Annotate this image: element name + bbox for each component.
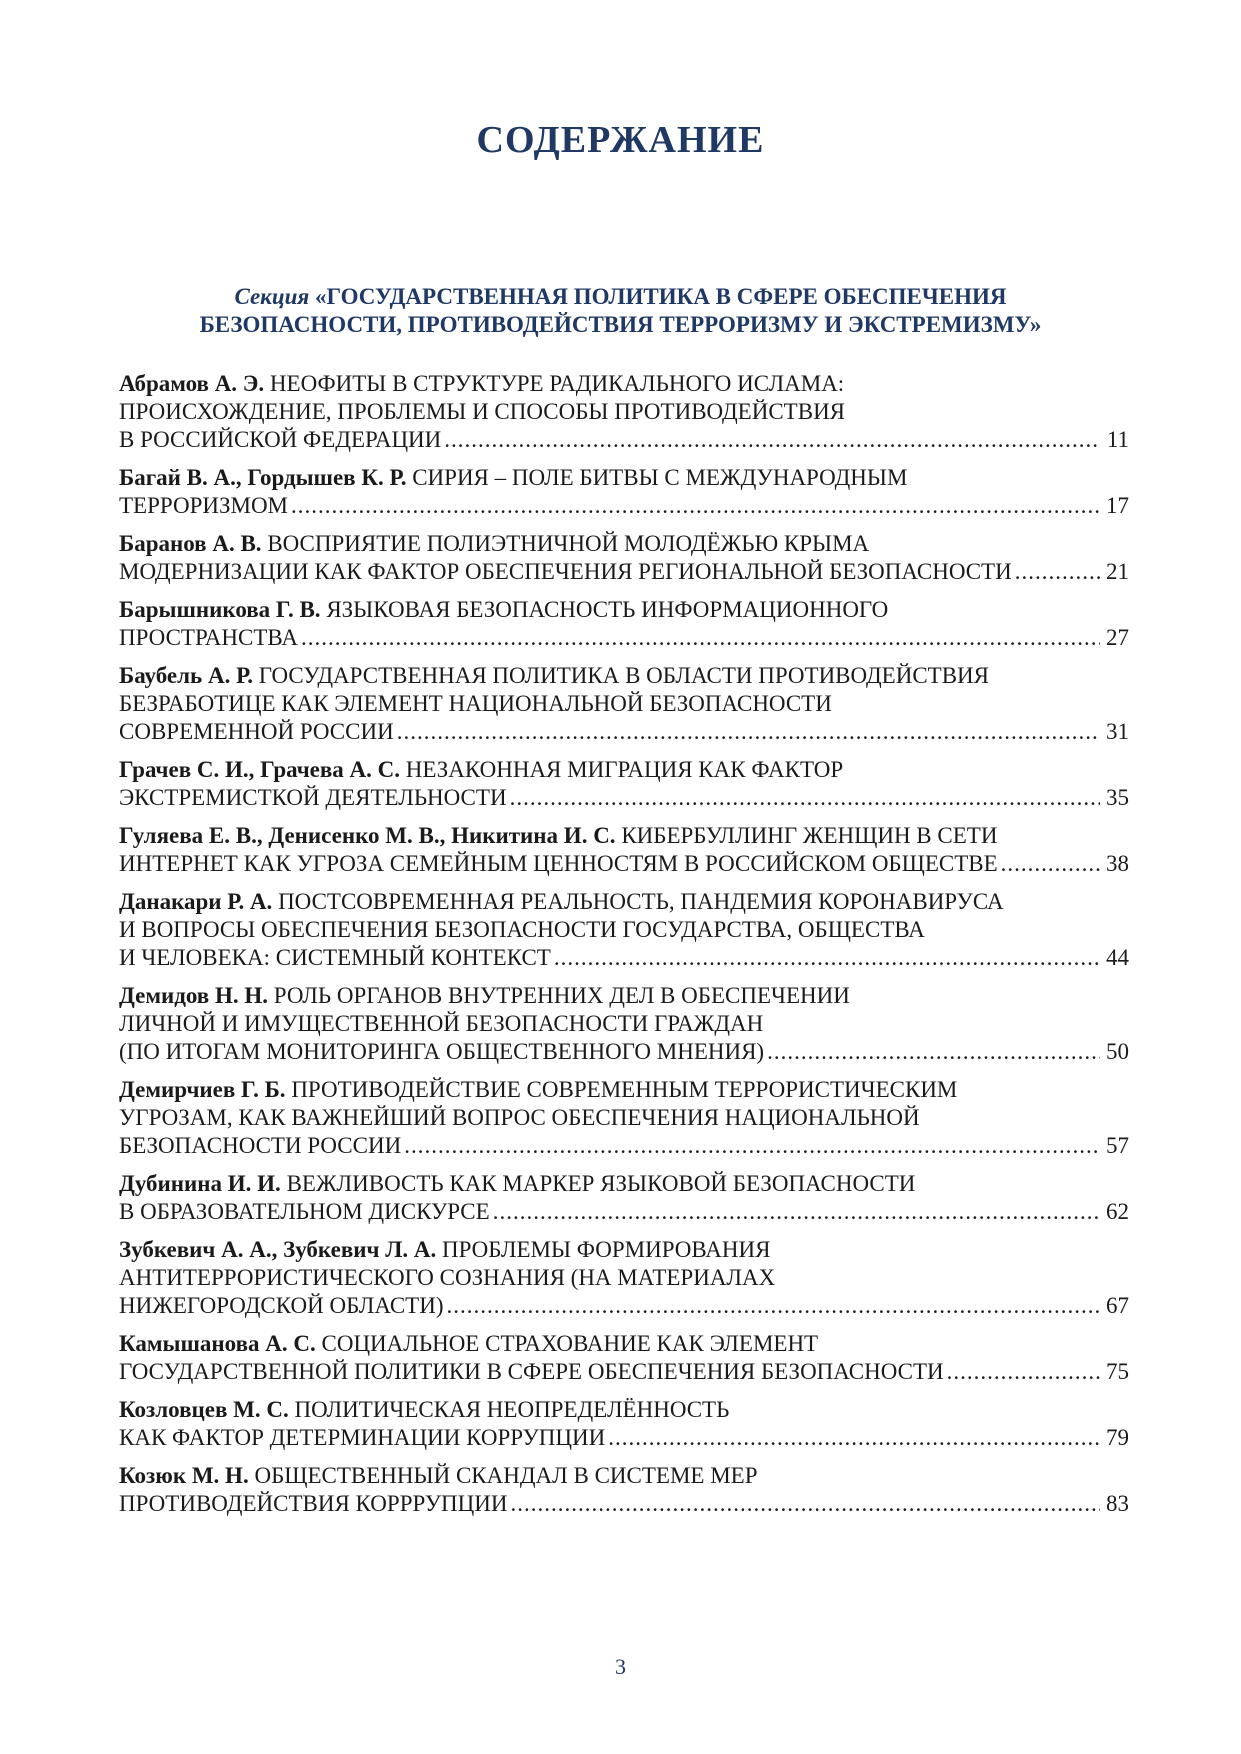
toc-entry-title-line: КИБЕРБУЛЛИНГ ЖЕНЩИН В СЕТИ — [621, 823, 998, 848]
toc-entry-text — [119, 624, 298, 652]
toc-entry-title-line: АНТИТЕРРОРИСТИЧЕСКОГО СОЗНАНИЯ (НА МАТЕРИАЛАХ — [119, 1265, 776, 1290]
toc-entry-text — [119, 1463, 758, 1488]
toc-entry-title-line: ЭКСТРЕМИСТКОЙ ДЕЯТЕЛЬНОСТИ — [119, 785, 507, 810]
section-title-part-2: БЕЗОПАСНОСТИ, ПРОТИВОДЕЙСТВИЯ ТЕРРОРИЗМУ И ЭКСТРЕМИЗМУ» — [199, 312, 1042, 337]
toc-entry-title-line: ПРОТИВОДЕЙСТВИЕ СОВРЕМЕННЫМ ТЕРРОРИСТИЧЕСКИМ — [291, 1077, 958, 1102]
toc-entry-page: 17 — [1106, 493, 1129, 518]
toc-entry-title-line: ПОСТСОВРЕМЕННАЯ РЕАЛЬНОСТЬ, ПАНДЕМИЯ КОРОНАВИРУСА — [278, 889, 1004, 914]
toc-entry-line — [119, 690, 1129, 718]
toc-entry-text — [119, 1397, 729, 1422]
dot-leader — [301, 624, 1100, 652]
toc-entry-page: 79 — [1106, 1425, 1129, 1450]
toc-entry-last-line — [119, 1132, 1129, 1160]
toc-entry-last-line — [119, 784, 1129, 812]
toc-entry-text — [119, 1237, 770, 1262]
toc-entry-line — [119, 982, 1129, 1010]
toc-entry[interactable] — [119, 982, 1129, 1066]
toc-entry-line — [119, 370, 1129, 398]
toc-entry[interactable] — [119, 370, 1129, 454]
toc-entry-last-line — [119, 426, 1129, 454]
section-title-part-1: «ГОСУДАРСТВЕННАЯ ПОЛИТИКА В СФЕРЕ ОБЕСПЕЧЕНИЯ — [315, 284, 1007, 309]
toc-entry-text — [119, 531, 869, 556]
dot-leader — [404, 1132, 1100, 1160]
toc-entry-author: Грачев С. И., Грачева А. С. — [119, 757, 401, 782]
toc-entry[interactable] — [119, 1462, 1129, 1518]
toc-entry-text — [119, 597, 888, 622]
toc-entry-line — [119, 398, 1129, 426]
toc-entry-page: 50 — [1106, 1039, 1129, 1064]
dot-leader — [767, 1038, 1100, 1066]
toc-entry-last-line — [119, 718, 1129, 746]
toc-entry-text — [119, 492, 288, 520]
toc-entry-text — [119, 944, 551, 972]
dot-leader — [1001, 850, 1100, 878]
dot-leader — [510, 784, 1100, 812]
toc-entry-last-line — [119, 1490, 1129, 1518]
toc-entry-page: 38 — [1106, 851, 1129, 876]
toc-entry-text — [119, 784, 507, 812]
toc-entry-last-line — [119, 558, 1129, 586]
toc-entry-page: 35 — [1106, 785, 1129, 810]
section-heading-line-1 — [150, 283, 1091, 311]
page-number: 3 — [615, 1654, 626, 1679]
toc-entry-author: Баранов А. В. — [119, 531, 262, 556]
toc-entry-title-line: ОБЩЕСТВЕННЫЙ СКАНДАЛ В СИСТЕМЕ МЕР — [254, 1463, 758, 1488]
toc-entry-text — [119, 691, 832, 716]
toc-entry-line — [119, 1104, 1129, 1132]
toc-entry-last-line — [119, 944, 1129, 972]
toc-entry-text — [119, 465, 907, 490]
toc-entry-title-line: ГОСУДАРСТВЕННОЙ ПОЛИТИКИ В СФЕРЕ ОБЕСПЕЧЕНИЯ БЕЗОПАСНОСТИ — [119, 1359, 944, 1384]
toc-entry-page: 21 — [1106, 559, 1129, 584]
toc-entry-page: 44 — [1106, 945, 1129, 970]
dot-leader — [493, 1198, 1100, 1226]
toc-entry-title-line: КАК ФАКТОР ДЕТЕРМИНАЦИИ КОРРУПЦИИ — [119, 1425, 606, 1450]
toc-entry-title-line: НЕЗАКОННАЯ МИГРАЦИЯ КАК ФАКТОР — [405, 757, 844, 782]
toc-entry-title-line: СИРИЯ – ПОЛЕ БИТВЫ С МЕЖДУНАРОДНЫМ — [412, 465, 908, 490]
toc-entry-title-line: РОЛЬ ОРГАНОВ ВНУТРЕННИХ ДЕЛ В ОБЕСПЕЧЕНИИ — [273, 983, 850, 1008]
toc-entry-title-line: БЕЗРАБОТИЦЕ КАК ЭЛЕМЕНТ НАЦИОНАЛЬНОЙ БЕЗОПАСНОСТИ — [119, 691, 832, 716]
toc-entry-author: Зубкевич А. А., Зубкевич Л. А. — [119, 1237, 437, 1262]
toc-entry-last-line — [119, 1198, 1129, 1226]
toc-entry-page: 62 — [1106, 1199, 1129, 1224]
toc-entry[interactable] — [119, 1076, 1129, 1160]
toc-entry-author: Абрамов А. Э. — [119, 371, 265, 396]
toc-entry[interactable] — [119, 464, 1129, 520]
toc-entry-text — [119, 889, 1004, 914]
toc-entry[interactable] — [119, 888, 1129, 972]
toc-entry-line — [119, 662, 1129, 690]
toc-entry-author: Дубинина И. И. — [119, 1171, 281, 1196]
toc-entry-text — [119, 718, 394, 746]
toc-entry-last-line — [119, 1038, 1129, 1066]
toc-entry-title-line: ПРОИСХОЖДЕНИЕ, ПРОБЛЕМЫ И СПОСОБЫ ПРОТИВОДЕЙСТВИЯ — [119, 399, 846, 424]
toc-entry-line — [119, 1264, 1129, 1292]
toc-entry[interactable] — [119, 1396, 1129, 1452]
toc-entry-title-line: НЕОФИТЫ В СТРУКТУРЕ РАДИКАЛЬНОГО ИСЛАМА: — [269, 371, 845, 396]
toc-entry-author: Козюк М. Н. — [119, 1463, 249, 1488]
toc-entry-text — [119, 1038, 764, 1066]
toc-entry[interactable] — [119, 822, 1129, 878]
toc-entry-line — [119, 1330, 1129, 1358]
toc-entry[interactable] — [119, 1330, 1129, 1386]
toc-entry[interactable] — [119, 662, 1129, 746]
toc-entry-text — [119, 426, 441, 454]
toc-entry-text — [119, 399, 845, 424]
toc-entry[interactable] — [119, 596, 1129, 652]
toc-entry-page: 11 — [1106, 427, 1129, 452]
toc-entry-text — [119, 1077, 957, 1102]
toc-entry-title-line: СОВРЕМЕННОЙ РОССИИ — [119, 719, 394, 744]
toc-entry-title-line: ТЕРРОРИЗМОМ — [119, 493, 289, 518]
toc-entry-last-line — [119, 624, 1129, 652]
toc-entry-title-line: ИНТЕРНЕТ КАК УГРОЗА СЕМЕЙНЫМ ЦЕННОСТЯМ В РОССИЙСКОМ ОБЩЕСТВЕ — [119, 851, 998, 876]
toc-entry[interactable] — [119, 1236, 1129, 1320]
dot-leader — [947, 1358, 1100, 1386]
dot-leader — [397, 718, 1100, 746]
toc-entry-author: Гуляева Е. В., Денисенко М. В., Никитина И. С. — [119, 823, 616, 848]
toc-entry-title-line: ПРОТИВОДЕЙСТВИЯ КОРРРУПЦИИ — [119, 1491, 508, 1516]
toc-entry-text — [119, 1424, 605, 1452]
toc-entry-last-line — [119, 1292, 1129, 1320]
toc-entry-text — [119, 1292, 443, 1320]
toc-entry-text — [119, 1265, 775, 1290]
toc-entry-title-line: УГРОЗАМ, КАК ВАЖНЕЙШИЙ ВОПРОС ОБЕСПЕЧЕНИЯ НАЦИОНАЛЬНОЙ — [119, 1105, 920, 1130]
toc-entry-author: Камышанова А. С. — [119, 1331, 316, 1356]
toc-entry-title-line: ЯЗЫКОВАЯ БЕЗОПАСНОСТЬ ИНФОРМАЦИОННОГО — [326, 597, 889, 622]
toc-entry-text — [119, 983, 850, 1008]
toc-entry-line — [119, 822, 1129, 850]
toc-entry-line — [119, 596, 1129, 624]
toc-entry-line — [119, 1462, 1129, 1490]
dot-leader — [554, 944, 1100, 972]
dot-leader — [444, 426, 1100, 454]
toc-entry-title-line: ПРОСТРАНСТВА — [119, 625, 298, 650]
toc-entry-text — [119, 823, 997, 848]
toc-entry-page: 31 — [1106, 719, 1129, 744]
toc-entry-text — [119, 558, 1012, 586]
page-title: СОДЕРЖАНИЕ — [476, 119, 765, 161]
toc-entry-text — [119, 850, 998, 878]
toc-entry-line — [119, 1170, 1129, 1198]
toc-entry-page: 57 — [1106, 1133, 1129, 1158]
toc-entry-title-line: ЛИЧНОЙ И ИМУЩЕСТВЕННОЙ БЕЗОПАСНОСТИ ГРАЖДАН — [119, 1011, 764, 1036]
section-heading — [150, 283, 1091, 339]
toc-entry-line — [119, 916, 1129, 944]
toc-entry-line — [119, 1236, 1129, 1264]
toc-entry-line — [119, 888, 1129, 916]
toc-entry-line — [119, 1396, 1129, 1424]
toc-entry-title-line: ВОСПРИЯТИЕ ПОЛИЭТНИЧНОЙ МОЛОДЁЖЬЮ КРЫМА — [267, 531, 870, 556]
toc-entry-text — [119, 917, 925, 942]
toc-entry-title-line: И ВОПРОСЫ ОБЕСПЕЧЕНИЯ БЕЗОПАСНОСТИ ГОСУДАРСТВА, ОБЩЕСТВА — [119, 917, 925, 942]
toc-entry-title-line: ПОЛИТИЧЕСКАЯ НЕОПРЕДЕЛЁННОСТЬ — [294, 1397, 730, 1422]
toc-entry-page: 83 — [1106, 1491, 1129, 1516]
toc-entry-title-line: В ОБРАЗОВАТЕЛЬНОМ ДИСКУРСЕ — [119, 1199, 490, 1224]
toc-entry-page: 75 — [1106, 1359, 1129, 1384]
toc-entry-last-line — [119, 850, 1129, 878]
toc-entry-author: Багай В. А., Гордышев К. Р. — [119, 465, 407, 490]
dot-leader — [446, 1292, 1100, 1320]
toc-entry-text — [119, 757, 843, 782]
toc-entry-text — [119, 371, 844, 396]
toc-entry-title-line: НИЖЕГОРОДСКОЙ ОБЛАСТИ) — [119, 1293, 444, 1318]
toc-entry-line — [119, 756, 1129, 784]
section-prefix: Секция — [234, 284, 310, 309]
toc-entry-line — [119, 464, 1129, 492]
toc-entry-page: 27 — [1106, 625, 1129, 650]
toc-entry-author: Козловцев М. С. — [119, 1397, 289, 1422]
toc-entry-line — [119, 1076, 1129, 1104]
toc-entry-author: Барышникова Г. В. — [119, 597, 321, 622]
toc-entry[interactable] — [119, 756, 1129, 812]
dot-leader — [510, 1490, 1100, 1518]
toc-entry-text — [119, 1132, 401, 1160]
toc-entry-last-line — [119, 492, 1129, 520]
toc-entry-title-line: ГОСУДАРСТВЕННАЯ ПОЛИТИКА В ОБЛАСТИ ПРОТИВОДЕЙСТВИЯ — [258, 663, 990, 688]
dot-leader — [1015, 558, 1100, 586]
toc-entry-author: Баубель А. Р. — [119, 663, 253, 688]
toc-entry-title-line: ВЕЖЛИВОСТЬ КАК МАРКЕР ЯЗЫКОВОЙ БЕЗОПАСНОСТИ — [286, 1171, 916, 1196]
toc-entry-text — [119, 663, 989, 688]
toc-entry-title-line: МОДЕРНИЗАЦИИ КАК ФАКТОР ОБЕСПЕЧЕНИЯ РЕГИОНАЛЬНОЙ БЕЗОПАСНОСТИ — [119, 559, 1012, 584]
toc-entry-line — [119, 530, 1129, 558]
toc-entry-text — [119, 1171, 915, 1196]
dot-leader — [608, 1424, 1100, 1452]
toc-entry-title-line: БЕЗОПАСНОСТИ РОССИИ — [119, 1133, 402, 1158]
table-of-contents — [119, 370, 1129, 1528]
toc-entry-text — [119, 1358, 944, 1386]
toc-entry-title-line: ПРОБЛЕМЫ ФОРМИРОВАНИЯ — [441, 1237, 771, 1262]
toc-entry-last-line — [119, 1358, 1129, 1386]
toc-entry-page: 67 — [1106, 1293, 1129, 1318]
toc-entry-text — [119, 1105, 920, 1130]
toc-entry[interactable] — [119, 1170, 1129, 1226]
toc-entry-title-line: В РОССИЙСКОЙ ФЕДЕРАЦИИ — [119, 427, 442, 452]
toc-entry-text — [119, 1011, 763, 1036]
toc-entry-author: Демирчиев Г. Б. — [119, 1077, 286, 1102]
toc-entry-text — [119, 1331, 818, 1356]
toc-entry[interactable] — [119, 530, 1129, 586]
toc-entry-last-line — [119, 1424, 1129, 1452]
toc-entry-text — [119, 1490, 507, 1518]
toc-entry-text — [119, 1198, 490, 1226]
toc-entry-author: Данакари Р. А. — [119, 889, 273, 914]
toc-entry-author: Демидов Н. Н. — [119, 983, 268, 1008]
dot-leader — [291, 492, 1100, 520]
toc-entry-line — [119, 1010, 1129, 1038]
toc-entry-title-line: СОЦИАЛЬНОЕ СТРАХОВАНИЕ КАК ЭЛЕМЕНТ — [321, 1331, 819, 1356]
toc-entry-title-line: И ЧЕЛОВЕКА: СИСТЕМНЫЙ КОНТЕКСТ — [119, 945, 551, 970]
toc-entry-title-line: (ПО ИТОГАМ МОНИТОРИНГА ОБЩЕСТВЕННОГО МНЕНИЯ) — [119, 1039, 765, 1064]
